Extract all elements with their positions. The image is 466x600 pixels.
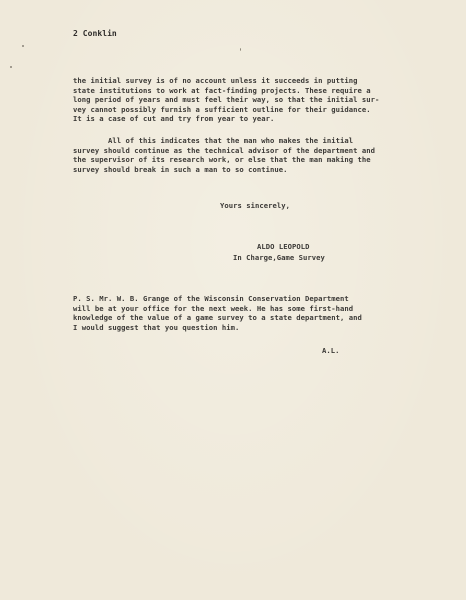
text-line: survey should continue as the technical advisor of the department and [73, 145, 376, 155]
text-line: It is a case of cut and try from year to year. [73, 114, 275, 124]
text-line: will be at your office for the next week. He has some first-hand [73, 303, 354, 313]
text-line: long period of years and must feel their way, so that the initial sur- [73, 95, 380, 105]
text-line: P. S. Mr. W. B. Grange of the Wisconsin Conservation Department [73, 294, 349, 303]
text-line: the supervisor of its research work, or else that the man making the [73, 155, 371, 165]
margin-mark [22, 45, 24, 47]
body-paragraph-1 [73, 76, 379, 124]
text-line: vey cannot possibly furnish a sufficient outline for their guidance. [73, 104, 371, 114]
text-line: state institutions to work at fact-finding projects. These require a [73, 85, 371, 95]
signature-name: ALDO LEOPOLD [257, 242, 310, 251]
page-header: 2 Conklin [73, 29, 117, 38]
text-line: All of this indicates that the man who makes the initial [73, 136, 354, 145]
body-paragraph-2 [73, 136, 375, 174]
text-line: the initial survey is of no account unless it succeeds in putting [73, 76, 358, 85]
ink-speck [240, 48, 241, 51]
signature-title: In Charge,Game Survey [233, 253, 325, 262]
text-line: I would suggest that you question him. [73, 322, 240, 332]
postscript-initials: A.L. [322, 346, 340, 355]
text-line: knowledge of the value of a game survey to a state department, and [73, 313, 362, 323]
postscript [73, 294, 362, 332]
text-line: survey should break in such a man to so continue. [73, 164, 288, 174]
margin-mark [10, 66, 12, 68]
complimentary-close: Yours sincerely, [220, 201, 291, 210]
